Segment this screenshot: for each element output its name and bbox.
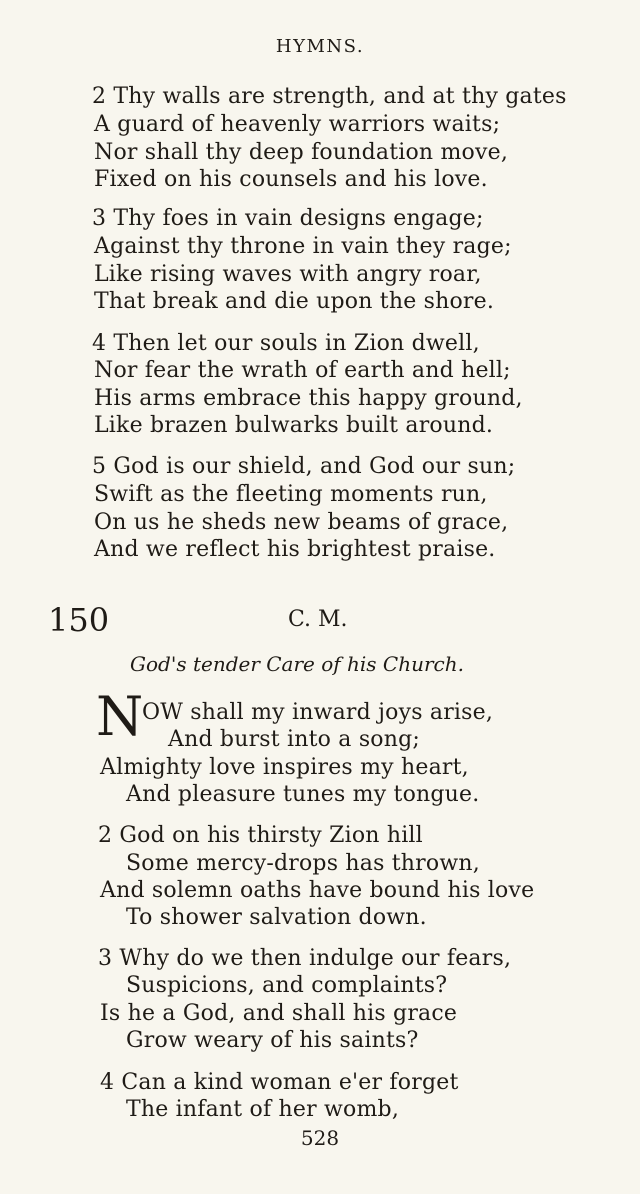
verse-line: A guard of heavenly warriors waits; bbox=[94, 112, 501, 137]
verse-line: OW shall my inward joys arise, bbox=[142, 700, 494, 725]
verse-line: 2 God on his thirsty Zion hill bbox=[98, 823, 423, 848]
verse-line: Swift as the fleeting moments run, bbox=[94, 482, 488, 507]
verse-line: To shower salvation down. bbox=[126, 905, 427, 930]
verse-line: 4 Can a kind woman e'er forget bbox=[100, 1070, 459, 1095]
verse-line: And solemn oaths have bound his love bbox=[100, 878, 535, 903]
verse-line: Like brazen bulwarks built around. bbox=[94, 413, 494, 438]
verse-line: And burst into a song; bbox=[168, 727, 421, 752]
verse-line: Against thy throne in vain they rage; bbox=[94, 234, 512, 259]
verse-line: On us he sheds new beams of grace, bbox=[94, 510, 509, 535]
page-number: 528 bbox=[300, 1126, 340, 1150]
hymn-meter: C. M. bbox=[288, 607, 348, 632]
verse-line: 4 Then let our souls in Zion dwell, bbox=[92, 331, 480, 356]
verse-line: Like rising waves with angry roar, bbox=[94, 262, 482, 287]
verse-line: Suspicions, and complaints? bbox=[126, 973, 448, 998]
verse-line: Is he a God, and shall his grace bbox=[100, 1001, 458, 1026]
verse-line: 3 Why do we then indulge our fears, bbox=[98, 946, 512, 971]
verse-line: Grow weary of his saints? bbox=[126, 1028, 419, 1053]
verse-line: Nor shall thy deep foundation move, bbox=[94, 140, 509, 165]
hymn-subtitle: God's tender Care of his Church. bbox=[130, 652, 464, 676]
verse-line: Some mercy-drops has thrown, bbox=[126, 851, 480, 876]
verse-line: That break and die upon the shore. bbox=[94, 289, 495, 314]
verse-line: The infant of her womb, bbox=[126, 1097, 400, 1122]
verse-line: Almighty love inspires my heart, bbox=[100, 755, 469, 780]
verse-line: 2 Thy walls are strength, and at thy gates bbox=[92, 84, 567, 109]
verse-line: Fixed on his counsels and his love. bbox=[94, 167, 488, 192]
verse-line: His arms embrace this happy ground, bbox=[94, 386, 523, 411]
hymn-number: 150 bbox=[48, 601, 110, 639]
verse-line: 3 Thy foes in vain designs engage; bbox=[92, 206, 484, 231]
verse-line: And we reflect his brightest praise. bbox=[94, 537, 496, 562]
dropcap-letter: N bbox=[96, 685, 144, 748]
verse-line: 5 God is our shield, and God our sun; bbox=[92, 454, 516, 479]
verse-line: Nor fear the wrath of earth and hell; bbox=[94, 358, 511, 383]
running-header: HYMNS. bbox=[275, 36, 365, 57]
verse-line: And pleasure tunes my tongue. bbox=[126, 782, 480, 807]
